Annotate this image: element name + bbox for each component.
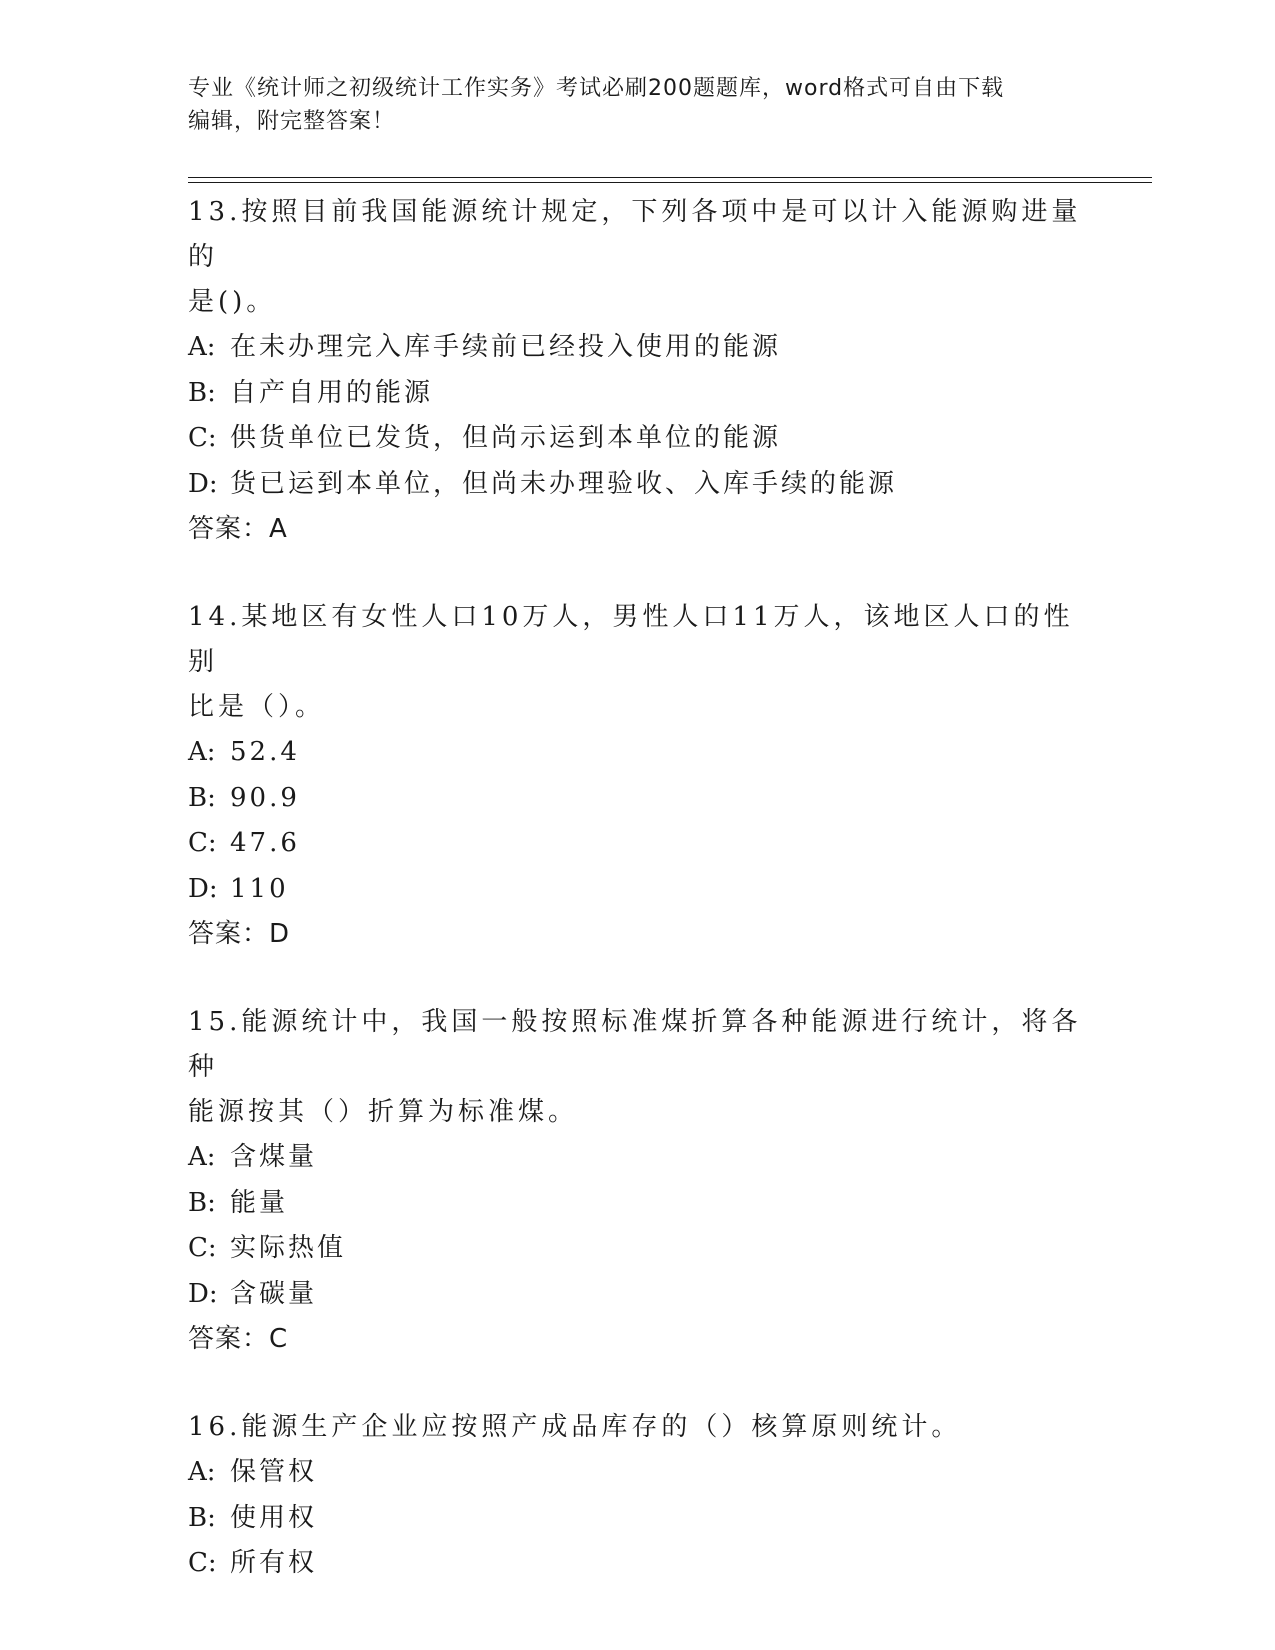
option-c (188, 416, 1088, 462)
option-label: B: (188, 782, 216, 813)
option-text: 实际热值 (230, 1233, 347, 1263)
option-text: 在未办理完入库手续前已经投入使用的能源 (230, 332, 782, 362)
question-text-line: 14.某地区有女性人口10万人，男性人口11万人，该地区人口的性别 (188, 602, 1074, 677)
option-a (188, 1135, 1088, 1181)
option-text: 使用权 (230, 1502, 318, 1533)
answer-line: 答案：D (188, 919, 291, 949)
option-label: A: (188, 332, 216, 362)
header-rule-top (188, 177, 1152, 178)
option-d (188, 1272, 1088, 1318)
question-text-line: 13.按照目前我国能源统计规定，下列各项中是可以计入能源购进量的 (188, 197, 1082, 272)
header-line-1: 专业《统计师之初级统计工作实务》考试必刷200题题库，word格式可自由下载 (188, 76, 1005, 101)
option-label: B: (188, 1187, 216, 1218)
option-label: C: (188, 1548, 217, 1578)
option-b (188, 1496, 1088, 1542)
option-text: 含煤量 (230, 1142, 318, 1172)
option-text: 所有权 (230, 1548, 318, 1578)
option-b (188, 371, 1088, 417)
option-a (188, 730, 1088, 776)
option-text: 能量 (230, 1187, 289, 1218)
option-label: D: (188, 468, 218, 499)
option-text: 自产自用的能源 (230, 377, 434, 408)
question-text-line: 16.能源生产企业应按照产成品库存的（）核算原则统计。 (188, 1412, 962, 1442)
option-d (188, 462, 1088, 508)
option-text: 含碳量 (230, 1278, 318, 1309)
option-label: D: (188, 1278, 218, 1309)
question-text-line: 能源按其（）折算为标准煤。 (188, 1097, 579, 1127)
answer-line: 答案：A (188, 514, 288, 544)
option-label: C: (188, 1233, 217, 1263)
option-label: B: (188, 1502, 216, 1533)
option-text: 供货单位已发货，但尚示运到本单位的能源 (230, 423, 782, 453)
option-label: A: (188, 1142, 216, 1172)
option-text: 90.9 (230, 782, 300, 813)
option-text: 货已运到本单位，但尚未办理验收、入库手续的能源 (230, 468, 898, 499)
option-d (188, 867, 1088, 913)
question-15 (188, 1000, 1088, 1362)
question-14 (188, 595, 1088, 957)
option-b (188, 776, 1088, 822)
header-rule-bottom (188, 182, 1152, 183)
option-c (188, 821, 1088, 867)
question-13 (188, 190, 1088, 552)
question-16 (188, 1405, 1088, 1587)
option-b (188, 1181, 1088, 1227)
option-a (188, 1450, 1088, 1496)
option-label: B: (188, 377, 216, 408)
option-a (188, 325, 1088, 371)
option-c (188, 1541, 1088, 1587)
question-text-line: 比是（）。 (188, 692, 326, 722)
header-line-2: 编辑，附完整答案！ (188, 109, 396, 134)
option-text: 110 (230, 873, 289, 904)
document-header (188, 72, 1088, 138)
question-text-line: 15.能源统计中，我国一般按照标准煤折算各种能源进行统计，将各种 (188, 1007, 1082, 1082)
answer-line: 答案：C (188, 1324, 289, 1354)
option-label: A: (188, 1457, 216, 1487)
option-label: A: (188, 737, 216, 767)
option-text: 保管权 (230, 1457, 318, 1487)
option-text: 47.6 (230, 828, 300, 858)
option-label: C: (188, 423, 217, 453)
question-list (188, 190, 1088, 1630)
option-label: D: (188, 873, 218, 904)
option-text: 52.4 (230, 737, 300, 767)
option-label: C: (188, 828, 217, 858)
question-text-line: 是()。 (188, 287, 277, 317)
option-c (188, 1226, 1088, 1272)
